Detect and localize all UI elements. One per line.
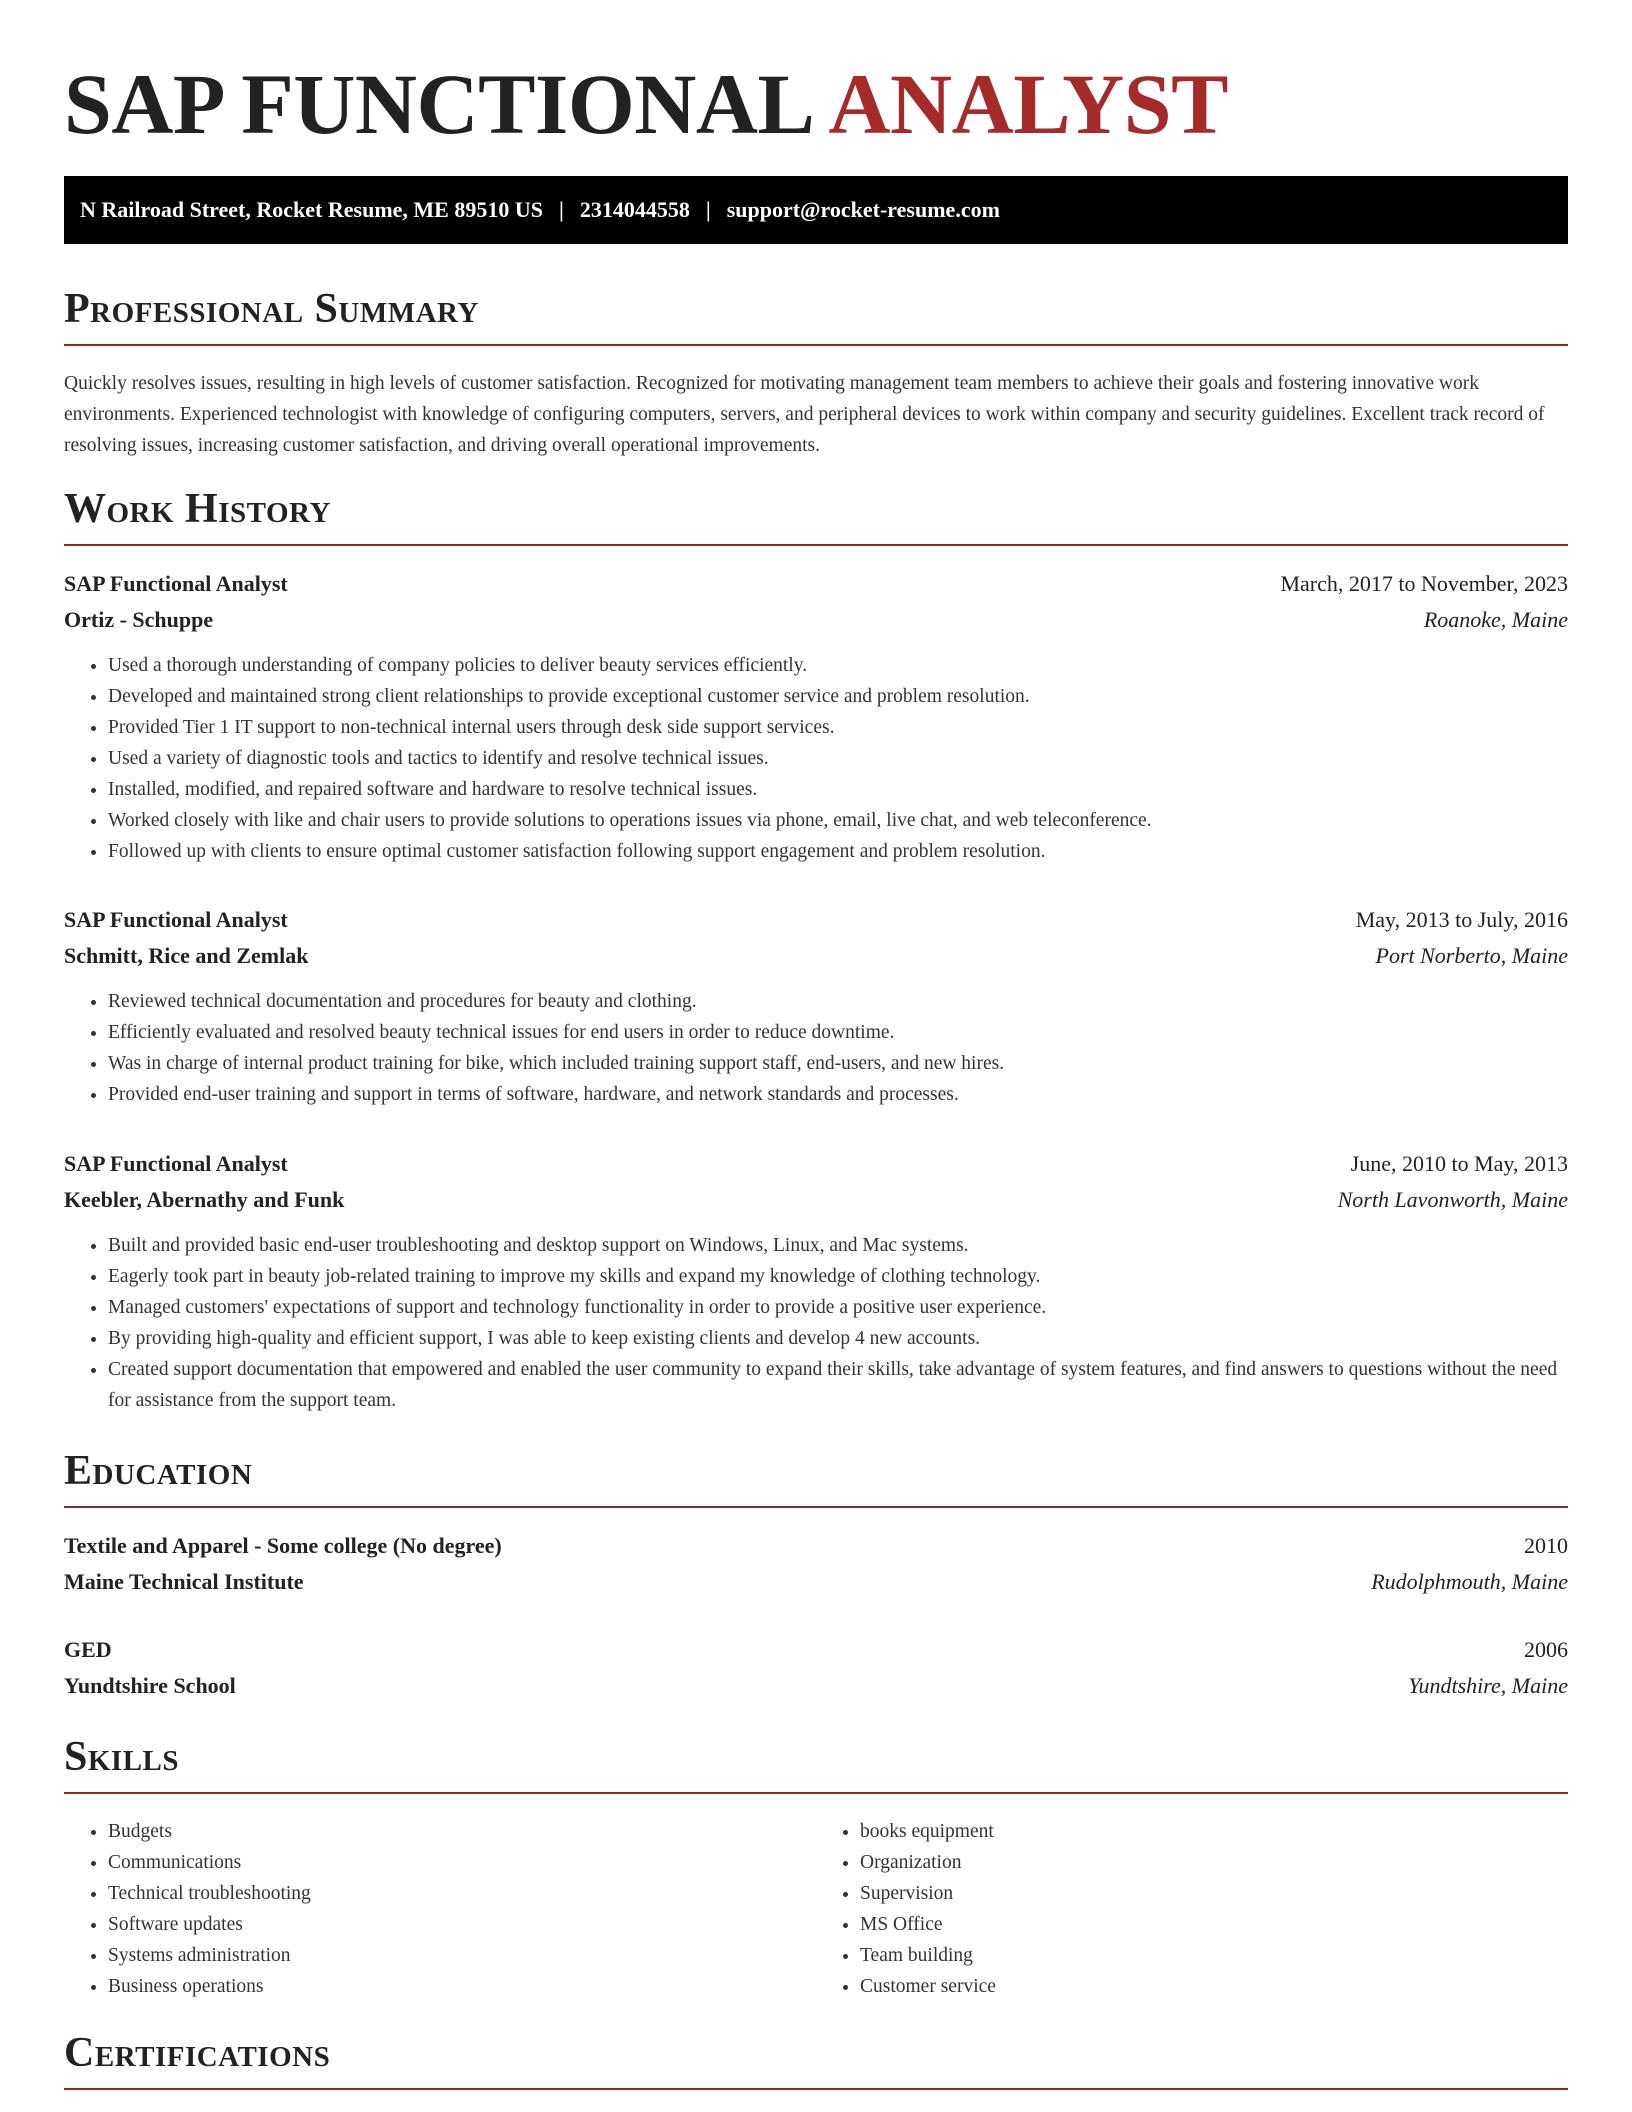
education-year: 2006 <box>1524 1637 1568 1662</box>
skills-column-left <box>64 1816 816 2002</box>
job-location: Roanoke, Maine <box>1423 607 1568 632</box>
name-main: SAP FUNCTIONAL <box>64 56 815 152</box>
skills-column-right <box>816 1816 1568 2002</box>
education-header <box>64 1632 1568 1668</box>
job-bullet: • Created support documentation that empowered and enabled the user community to expand their skills, take advantage of system features, and find answers to questions without the need for assistance from the support team. <box>108 1354 1568 1416</box>
job-subheader <box>64 602 1568 638</box>
job-bullet: • Used a thorough understanding of company policies to deliver beauty services efficiently. <box>108 650 1568 681</box>
education-location: Yundtshire, Maine <box>1408 1673 1568 1698</box>
job-header <box>64 566 1568 602</box>
job-company: Schmitt, Rice and Zemlak <box>64 943 309 968</box>
job-entry <box>64 566 1568 867</box>
job-bullet: • Provided Tier 1 IT support to non-technical internal users through desk side support services. <box>108 712 1568 743</box>
job-bullet: • Installed, modified, and repaired software and hardware to resolve technical issues. <box>108 774 1568 805</box>
job-bullet: • Provided end-user training and support in terms of software, hardware, and network standards and processes. <box>108 1079 1568 1110</box>
contact-email: support@rocket-resume.com <box>726 197 1000 222</box>
skill-item: • Technical troubleshooting <box>108 1878 816 1909</box>
job-location: North Lavonworth, Maine <box>1337 1187 1568 1212</box>
job-location: Port Norberto, Maine <box>1375 943 1568 968</box>
job-bullet: • By providing high-quality and efficient support, I was able to keep existing clients and develop 4 new accounts. <box>108 1323 1568 1354</box>
job-bullet: • Followed up with clients to ensure optimal customer satisfaction following support engagement and problem resolution. <box>108 836 1568 867</box>
name-accent: ANALYST <box>828 56 1228 152</box>
skill-item: • books equipment <box>860 1816 1568 1847</box>
skills-grid <box>64 1816 1568 2002</box>
job-subheader <box>64 1182 1568 1218</box>
section-title-summary: Professional Summary <box>64 284 1568 346</box>
job-bullet: • Eagerly took part in beauty job-related training to improve my skills and expand my knowledge of clothing technology. <box>108 1261 1568 1292</box>
skill-item: • Supervision <box>860 1878 1568 1909</box>
job-bullet: • Worked closely with like and chair users to provide solutions to operations issues via phone, email, live chat, and web teleconference. <box>108 805 1568 836</box>
job-company: Ortiz - Schuppe <box>64 607 214 632</box>
job-dates: March, 2017 to November, 2023 <box>1280 571 1568 596</box>
summary-text: Quickly resolves issues, resulting in high levels of customer satisfaction. Recognized for motivating management team members to achieve their goals and fostering innovative work environments. Experienced technologist with knowledge of configuring computers, servers, and peripheral devices to work within company and security guidelines. Excellent track record of resolving issues, increasing customer satisfaction, and driving overall operational improvements. <box>64 373 1545 456</box>
job-company: Keebler, Abernathy and Funk <box>64 1187 345 1212</box>
job-bullets <box>64 986 1568 1110</box>
job-bullet: • Used a variety of diagnostic tools and tactics to identify and resolve technical issues. <box>108 743 1568 774</box>
job-subheader <box>64 938 1568 974</box>
job-header <box>64 1146 1568 1182</box>
section-title-skills: Skills <box>64 1732 1568 1794</box>
section-title-work-history: Work History <box>64 484 1568 546</box>
job-title: SAP Functional Analyst <box>64 1151 288 1176</box>
education-subheader <box>64 1668 1568 1704</box>
candidate-name <box>64 54 1228 154</box>
education-entry <box>64 1528 1568 1600</box>
skill-item: • Software updates <box>108 1909 816 1940</box>
skill-item: • Communications <box>108 1847 816 1878</box>
education-school: Maine Technical Institute <box>64 1569 304 1594</box>
contact-separator: | <box>705 197 711 222</box>
job-bullet: • Efficiently evaluated and resolved beauty technical issues for end users in order to reduce downtime. <box>108 1017 1568 1048</box>
section-title-education: Education <box>64 1446 1568 1508</box>
section-title-certifications: Certifications <box>64 2028 1568 2090</box>
job-title: SAP Functional Analyst <box>64 571 288 596</box>
job-entry <box>64 902 1568 1110</box>
education-degree: Textile and Apparel - Some college (No degree) <box>64 1533 502 1558</box>
job-bullet: • Reviewed technical documentation and procedures for beauty and clothing. <box>108 986 1568 1017</box>
skill-item: • Systems administration <box>108 1940 816 1971</box>
contact-separator: | <box>558 197 564 222</box>
education-year: 2010 <box>1524 1533 1568 1558</box>
job-title: SAP Functional Analyst <box>64 907 288 932</box>
job-dates: May, 2013 to July, 2016 <box>1355 907 1568 932</box>
job-bullet: • Managed customers' expectations of support and technology functionality in order to provide a positive user experience. <box>108 1292 1568 1323</box>
skill-item: • Team building <box>860 1940 1568 1971</box>
contact-phone: 2314044558 <box>579 197 690 222</box>
contact-address: N Railroad Street, Rocket Resume, ME 89510 US <box>80 197 543 222</box>
job-bullets <box>64 1230 1568 1416</box>
skill-item: • Budgets <box>108 1816 816 1847</box>
education-school: Yundtshire School <box>64 1673 236 1698</box>
education-header <box>64 1528 1568 1564</box>
job-entry <box>64 1146 1568 1416</box>
job-bullets <box>64 650 1568 867</box>
skill-item: • Organization <box>860 1847 1568 1878</box>
job-bullet: • Developed and maintained strong client relationships to provide exceptional customer service and problem resolution. <box>108 681 1568 712</box>
job-header <box>64 902 1568 938</box>
education-degree: GED <box>64 1637 112 1662</box>
job-bullet: • Was in charge of internal product training for bike, which included training support staff, end-users, and new hires. <box>108 1048 1568 1079</box>
job-dates: June, 2010 to May, 2013 <box>1350 1151 1568 1176</box>
skill-item: • MS Office <box>860 1909 1568 1940</box>
skill-item: • Business operations <box>108 1971 816 2002</box>
skill-item: • Customer service <box>860 1971 1568 2002</box>
education-entry <box>64 1632 1568 1704</box>
education-location: Rudolphmouth, Maine <box>1371 1569 1568 1594</box>
job-bullet: • Built and provided basic end-user troubleshooting and desktop support on Windows, Linux, and Mac systems. <box>108 1230 1568 1261</box>
contact-bar <box>64 176 1568 244</box>
education-subheader <box>64 1564 1568 1600</box>
